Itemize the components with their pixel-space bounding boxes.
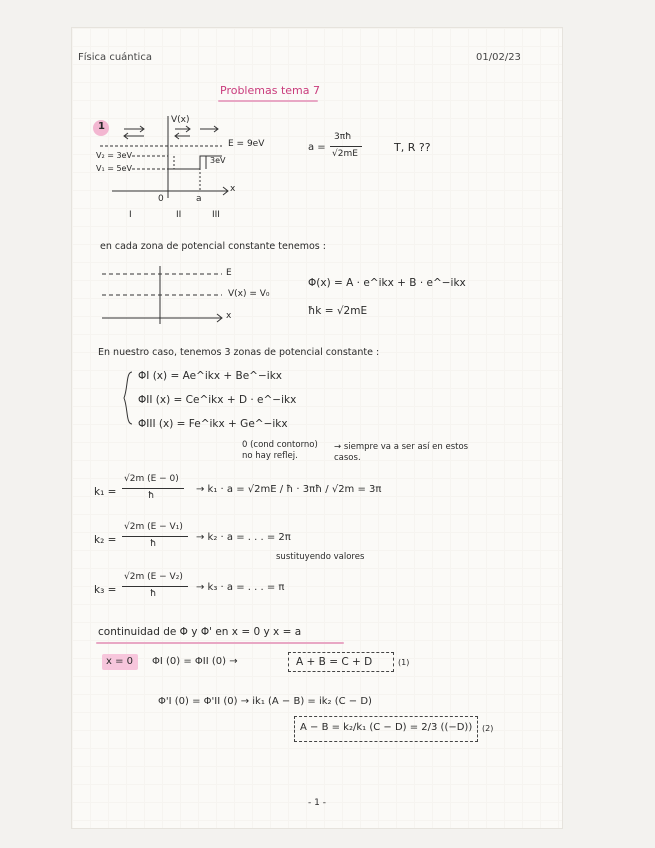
- case-intro: En nuestro caso, tenemos 3 zonas de potencial constante :: [98, 347, 380, 358]
- substitution-note: sustituyendo valores: [276, 552, 365, 562]
- k3-lhs: k₃ =: [94, 584, 117, 596]
- page-number: - 1 -: [308, 798, 326, 808]
- k1-lhs: k₁ =: [94, 486, 117, 498]
- phi-zone-3: ΦIII (x) = Fe^ikx + Ge^−ikx: [138, 418, 288, 430]
- origin-label: 0: [158, 194, 164, 204]
- eq1-number: (1): [398, 658, 410, 667]
- a-numerator: 3πħ: [334, 132, 352, 142]
- course-title: Física cuántica: [78, 52, 152, 63]
- k2-lhs: k₂ =: [94, 534, 117, 546]
- hk-relation: ħk = √2mE: [308, 305, 368, 317]
- k2-denominator: ħ: [150, 539, 157, 549]
- boundary-note: 0 (cond contorno) no hay reflej.: [242, 440, 318, 461]
- x-axis-label: x: [230, 184, 236, 194]
- k1-result: → k₁ · a = √2mE / ħ · 3πħ / √2m = 3π: [196, 484, 382, 495]
- x0-label: x = 0: [106, 656, 134, 667]
- system-brace: [72, 28, 562, 448]
- phi-zone-1: ΦI (x) = Ae^ikx + Be^−ikx: [138, 370, 282, 382]
- phi-zone-2: ΦII (x) = Ce^ikx + D · e^−ikx: [138, 394, 297, 406]
- always-note: → siempre va a ser así en estos casos.: [334, 442, 469, 463]
- x-axis-label-2: x: [226, 311, 232, 321]
- a-denominator: √2mE: [332, 149, 358, 159]
- notebook-page: [72, 28, 562, 828]
- k1-numerator: √2m (E − 0): [124, 474, 179, 484]
- page-date: 01/02/23: [476, 52, 521, 63]
- eq2-left: Φ'I (0) = Φ'II (0) → ik₁ (A − B) = ik₂ (C − D): [158, 696, 372, 707]
- eq2-boxed: A − B = k₂/k₁ (C − D) = 2/3 ((−D)): [300, 722, 473, 733]
- eq1-left: ΦI (0) = ΦII (0) →: [152, 656, 238, 667]
- zone-label-2: II: [176, 210, 182, 220]
- step-label: 3eV: [210, 156, 226, 165]
- zone-label-3: III: [212, 210, 220, 220]
- energy-e-label: E: [226, 268, 232, 278]
- page-title: Problemas tema 7: [220, 84, 320, 97]
- k3-denominator: ħ: [150, 589, 157, 599]
- general-wavefunction: Φ(x) = A · e^ikx + B · e^−ikx: [308, 277, 466, 289]
- continuity-heading: continuidad de Φ y Φ' en x = 0 y x = a: [98, 626, 302, 638]
- potential-v0-label: V(x) = V₀: [228, 289, 270, 299]
- energy-label: E = 9eV: [228, 139, 265, 149]
- eq2-number: (2): [482, 724, 494, 733]
- k3-result: → k₃ · a = . . . = π: [196, 582, 285, 593]
- k3-numerator: √2m (E − V₂): [124, 572, 183, 582]
- vx-label: V(x): [171, 115, 190, 125]
- k2-numerator: √2m (E − V₁): [124, 522, 183, 532]
- question-label: T, R ??: [394, 141, 431, 154]
- problem-number: 1: [98, 121, 105, 132]
- k2-fraction-bar: [122, 536, 188, 537]
- a-label: a: [196, 194, 202, 204]
- v1-label: V₁ = 5eV: [96, 164, 132, 173]
- zone-label-1: I: [129, 210, 132, 220]
- k1-denominator: ħ: [148, 491, 155, 501]
- continuity-underline: [96, 642, 344, 644]
- zone-intro: en cada zona de potencial constante tenemos :: [100, 241, 326, 252]
- a-lhs: a =: [308, 142, 326, 153]
- eq1-boxed: A + B = C + D: [296, 656, 373, 668]
- v2-label: V₂ = 3eV: [96, 151, 132, 160]
- k1-fraction-bar: [122, 488, 184, 489]
- k2-result: → k₂ · a = . . . = 2π: [196, 532, 291, 543]
- k3-fraction-bar: [122, 586, 188, 587]
